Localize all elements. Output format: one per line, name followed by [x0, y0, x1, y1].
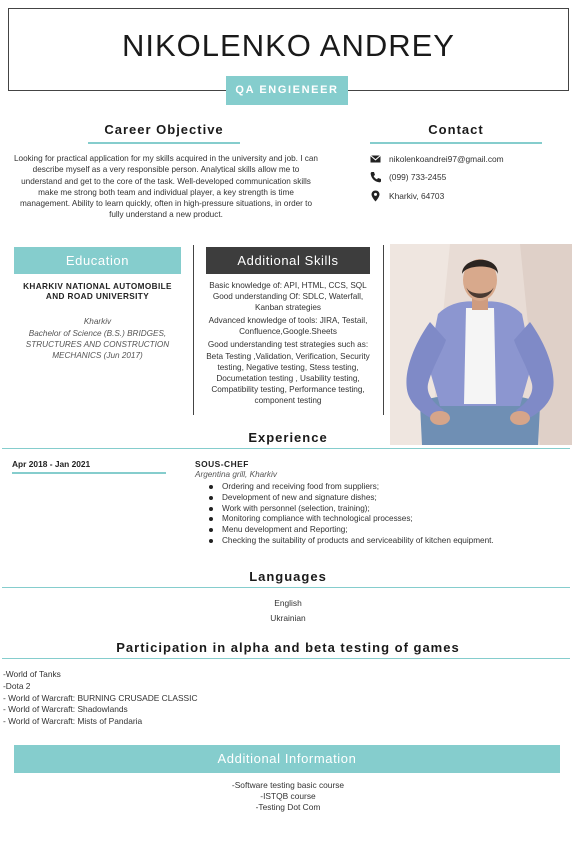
language-item: English	[274, 598, 302, 608]
experience-role: SOUS-CHEF	[195, 459, 249, 469]
list-item: Menu development and Reporting;	[208, 525, 568, 536]
languages-divider	[2, 587, 570, 588]
list-item: - World of Warcraft: BURNING CRUSADE CLASSIC	[3, 692, 198, 703]
contact-phone: (099) 733-2455	[389, 172, 447, 182]
additional-skills-list	[203, 280, 373, 406]
column-divider-right	[383, 245, 384, 415]
phone-icon	[370, 171, 381, 183]
skill-item: Good understanding test strategies such as: Beta Testing ,Validation, Verification, Security testing, Negative testing, Stess testing, Documetation testing , Usability testing, Compatibility testing, Performance testing, component testing	[206, 340, 370, 405]
education-degree: Bachelor of Science (B.S.) BRIDGES, STRUCTURES AND CONSTRUCTION MECHANICS (Jun 2017)	[25, 329, 170, 360]
list-item: -World of Tanks	[3, 669, 61, 679]
list-item: Development of new and signature dishes;	[208, 493, 568, 504]
column-divider-left	[193, 245, 194, 415]
games-testing-list	[3, 669, 198, 728]
location-pin-icon	[370, 190, 381, 202]
contact-email[interactable]: nikolenkoandrei97@gmail.com	[389, 154, 504, 164]
career-objective-text: Looking for practical application for my skills acquired in the university and job. I can describe myself as a very responsible person. Analytical skills allow me to understand and get to the core of the task. Well-developed communication skills make me strong both team and individual player, a key strength is time management. Ability to learn quickly, often in high-pressure situations, in order to fully understand a new product.	[13, 154, 318, 220]
list-item: -Testing Dot Com	[255, 802, 321, 812]
list-item: - World of Warcraft: Shadowlands	[3, 704, 128, 715]
list-item: -Software testing basic course	[231, 780, 345, 790]
experience-dates: Apr 2018 - Jan 2021	[12, 459, 91, 469]
education-school: KHARKIV NATIONAL AUTOMOBILE AND ROAD UNIVERSITY	[23, 282, 172, 301]
experience-heading: Experience	[248, 430, 328, 445]
skill-item: Good understanding Of: SDLC, Waterfall, Kanban strategies	[212, 292, 364, 313]
experience-divider	[2, 448, 570, 449]
list-item: Work with personnel (selection, training);	[208, 504, 568, 515]
profile-photo	[390, 244, 572, 445]
experience-dates-underline	[12, 472, 166, 474]
skill-item: Basic knowledge of: API, HTML, CCS, SQL	[209, 281, 367, 290]
career-objective-underline	[88, 142, 240, 144]
additional-information-heading: Additional Information	[14, 745, 560, 773]
language-item: Ukrainian	[270, 613, 306, 623]
list-item: -Dota 2	[3, 680, 31, 691]
contact-underline	[370, 142, 542, 144]
languages-heading: Languages	[249, 569, 327, 584]
experience-duties-list	[208, 482, 568, 547]
career-objective-heading: Career Objective	[104, 122, 224, 137]
contact-location: Kharkiv, 64703	[389, 191, 445, 201]
games-testing-divider	[2, 658, 570, 659]
job-title-badge: QA ENGIENEER	[226, 76, 348, 105]
list-item: Checking the suitability of products and serviceability of kitchen equipment.	[208, 536, 568, 547]
candidate-name: NIKOLENKO ANDREY	[122, 28, 455, 63]
skill-item: Advanced knowledge of tools: JIRA, Testail, Confluence,Google.Sheets	[208, 316, 368, 337]
list-item: -ISTQB course	[260, 791, 316, 801]
list-item: - World of Warcraft: Mists of Pandaria	[3, 716, 143, 727]
experience-company: Argentina grill, Kharkiv	[195, 470, 277, 479]
education-heading: Education	[14, 247, 181, 274]
games-testing-heading: Participation in alpha and beta testing of games	[116, 640, 460, 655]
list-item: Monitoring compliance with technological processes;	[208, 514, 568, 525]
list-item: Ordering and receiving food from suppliers;	[208, 482, 568, 493]
additional-skills-heading: Additional Skills	[206, 247, 370, 274]
additional-information-list	[0, 780, 576, 813]
contact-heading: Contact	[428, 122, 484, 137]
envelope-icon	[370, 153, 381, 165]
education-city: Kharkiv	[83, 317, 112, 326]
